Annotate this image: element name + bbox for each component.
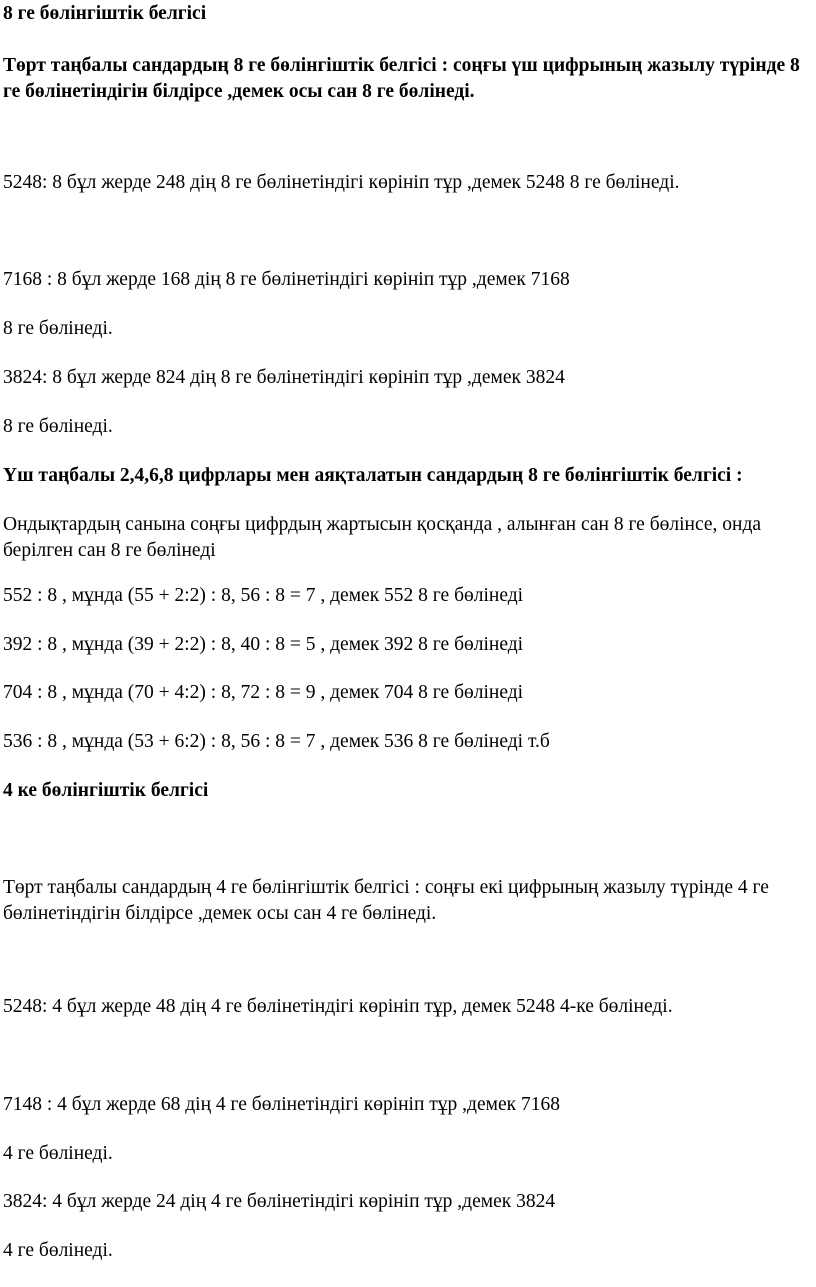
- example-4-line-1: 5248: 4 бұл жерде 48 дің 4 ге бөлінетіндігі көрініп тұр, демек 5248 4-ке бөлінеді.: [3, 996, 673, 1017]
- heading-divisibility-8-three-digit: Үш таңбалы 2,4,6,8 цифрлары мен аяқталатын сандардың 8 ге бөлінгіштік белгісі :: [3, 465, 743, 486]
- example-8b-line-4: 536 : 8 , мұнда (53 + 6:2) : 8, 56 : 8 = 7 , демек 536 8 ге бөлінеді т.б: [3, 731, 550, 752]
- example-4-line-3b: 4 ге бөлінеді.: [3, 1240, 113, 1261]
- example-4-line-2a: 7148 : 4 бұл жерде 68 дің 4 ге бөлінетіндігі көрініп тұр ,демек 7168: [3, 1094, 560, 1115]
- example-8b-line-3: 704 : 8 , мұнда (70 + 4:2) : 8, 72 : 8 = 9 , демек 704 8 ге бөлінеді: [3, 682, 524, 703]
- heading-divisibility-by-4: 4 ке бөлінгіштік белгісі: [3, 780, 209, 801]
- example-8-line-2b: 8 ге бөлінеді.: [3, 318, 113, 339]
- rule-divisibility-8-four-digit: Төрт таңбалы сандардың 8 ге бөлінгіштік белгісі : соңғы үш цифрының жазылу түрінде 8 ге бөлінетіндігін білдірсе ,демек осы сан 8 ге бөлінеді.: [3, 55, 800, 102]
- example-4-line-3a: 3824: 4 бұл жерде 24 дің 4 ге бөлінетіндігі көрініп тұр ,демек 3824: [3, 1191, 556, 1212]
- rule-divisibility-4: Төрт таңбалы сандардың 4 ге бөлінгіштік белгісі : соңғы екі цифрының жазылу түрінде 4 ге бөлінетіндігін білдірсе ,демек осы сан 4 ге бөлінеді.: [3, 877, 769, 924]
- example-8-line-3a: 3824: 8 бұл жерде 824 дің 8 ге бөлінетіндігі көрініп тұр ,демек 3824: [3, 367, 565, 388]
- example-8-line-1: 5248: 8 бұл жерде 248 дің 8 ге бөлінетіндігі көрініп тұр ,демек 5248 8 ге бөлінеді.: [3, 172, 680, 193]
- heading-divisibility-by-8: 8 ге бөлінгіштік белгісі: [3, 3, 207, 24]
- example-4-line-2b: 4 ге бөлінеді.: [3, 1143, 113, 1164]
- example-8b-line-2: 392 : 8 , мұнда (39 + 2:2) : 8, 40 : 8 = 5 , демек 392 8 ге бөлінеді: [3, 634, 524, 655]
- example-8-line-3b: 8 ге бөлінеді.: [3, 416, 113, 437]
- example-8b-line-1: 552 : 8 , мұнда (55 + 2:2) : 8, 56 : 8 = 7 , демек 552 8 ге бөлінеді: [3, 585, 524, 606]
- example-8-line-2a: 7168 : 8 бұл жерде 168 дің 8 ге бөлінетіндігі көрініп тұр ,демек 7168: [3, 269, 570, 290]
- rule-divisibility-8-three-digit-text: Ондықтардың санына соңғы цифрдың жартысын қосқанда , алынған сан 8 ге бөлінсе, онда берілген сан 8 ге бөлінеді: [3, 514, 762, 561]
